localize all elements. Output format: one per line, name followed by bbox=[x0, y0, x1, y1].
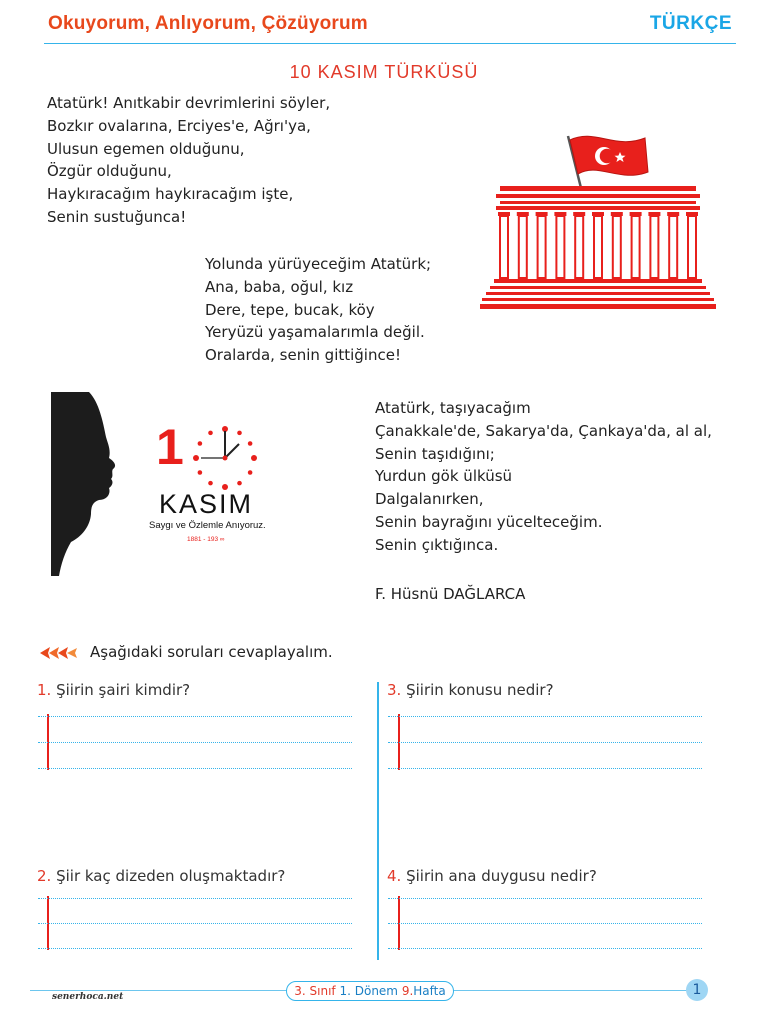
roof-top bbox=[500, 186, 696, 191]
answer-line[interactable] bbox=[388, 768, 702, 769]
roof-band bbox=[496, 206, 700, 210]
answer-line[interactable] bbox=[38, 742, 352, 743]
answer-line[interactable] bbox=[388, 716, 702, 717]
answer-line[interactable] bbox=[388, 948, 702, 949]
answer-line[interactable] bbox=[38, 948, 352, 949]
question-text: Şiirin ana duygusu nedir? bbox=[406, 867, 597, 885]
base-band bbox=[480, 304, 716, 309]
question-2 bbox=[37, 867, 285, 885]
column-divider bbox=[377, 682, 379, 960]
flag-crescent-inner bbox=[600, 149, 615, 164]
poem-line: Yolunda yürüyeceğim Atatürk; bbox=[205, 255, 432, 273]
answer-line[interactable] bbox=[38, 898, 352, 899]
poem-line: Senin taşıdığını; bbox=[375, 444, 495, 463]
poem-line: Bozkır ovalarına, Erciyes'e, Ağrı'ya, bbox=[47, 116, 311, 135]
question-number: 2. bbox=[37, 867, 52, 885]
stanza-1 bbox=[47, 92, 330, 229]
poem-line: Atatürk! Anıtkabir devrimlerini söyler, bbox=[47, 94, 331, 112]
clock-dot bbox=[193, 455, 199, 461]
question-1 bbox=[37, 681, 190, 699]
question-text: Şiir kaç dizeden oluşmaktadır? bbox=[56, 867, 286, 885]
stanza-2 bbox=[205, 253, 431, 367]
column bbox=[538, 216, 546, 278]
header-divider bbox=[44, 43, 736, 44]
footer-hafta: Hafta bbox=[413, 984, 446, 998]
poem-line: Ana, baba, oğul, kız bbox=[205, 277, 354, 296]
poem-title: 10 KASIM TÜRKÜSÜ bbox=[289, 62, 479, 82]
base-band bbox=[490, 286, 706, 289]
clock-icon bbox=[191, 424, 259, 492]
poem-line: Senin çıktığınca. bbox=[375, 535, 499, 554]
poem-author: F. Hüsnü DAĞLARCA bbox=[375, 585, 526, 603]
roof-band bbox=[500, 201, 696, 204]
column bbox=[613, 216, 621, 278]
answer-line[interactable] bbox=[388, 742, 702, 743]
poster-numeral-one: 1 bbox=[156, 419, 184, 475]
column bbox=[500, 216, 508, 278]
subject-label: TÜRKÇE bbox=[649, 13, 732, 34]
clock-dot bbox=[198, 470, 203, 475]
poem-line: Yurdun gök ülküsü bbox=[375, 467, 513, 486]
question-4 bbox=[387, 867, 597, 885]
column bbox=[556, 216, 564, 278]
poem-line: Senin bayrağını yücelteceğim. bbox=[375, 512, 603, 531]
column bbox=[632, 216, 640, 278]
column bbox=[594, 216, 602, 278]
base-band bbox=[482, 298, 714, 301]
question-number: 1. bbox=[37, 681, 52, 699]
site-name: senerhoca.net bbox=[52, 992, 124, 1002]
poem-line: Özgür olduğunu, bbox=[47, 162, 172, 181]
column bbox=[650, 216, 658, 278]
column bbox=[575, 216, 583, 278]
clock-dot bbox=[208, 431, 213, 436]
question-number: 3. bbox=[387, 681, 402, 699]
poem-line: Senin sustuğunca! bbox=[47, 207, 187, 226]
poster-kasim: KASIM bbox=[159, 489, 254, 519]
clock-dot bbox=[237, 431, 242, 436]
question-text: Şiirin konusu nedir? bbox=[406, 681, 554, 699]
question-number: 4. bbox=[387, 867, 402, 885]
roof-band bbox=[496, 194, 700, 198]
base-band bbox=[494, 279, 702, 283]
clock-dot bbox=[237, 481, 242, 486]
columns bbox=[498, 212, 698, 278]
poem-line: Haykıracağım haykıracağım işte, bbox=[47, 185, 294, 204]
poem-line: Oralarda, senin gittiğince! bbox=[205, 346, 401, 365]
answer-line[interactable] bbox=[388, 923, 702, 924]
footer-hafta-num: 9. bbox=[401, 984, 414, 998]
poem-line: Çanakkale'de, Sakarya'da, Çankaya'da, al al, bbox=[375, 421, 712, 440]
footer-sinif: 3. Sınıf bbox=[294, 984, 336, 998]
poem-line: Yeryüzü yaşamalarımla değil. bbox=[205, 323, 425, 342]
fire-arrow-icon bbox=[40, 645, 80, 661]
question-3 bbox=[387, 681, 554, 699]
clock-dot bbox=[251, 455, 257, 461]
answer-line[interactable] bbox=[38, 768, 352, 769]
poster-years: 1881 - 193 ∞ bbox=[187, 536, 225, 543]
ten-kasim-poster bbox=[51, 392, 287, 576]
page-number: 1 bbox=[686, 979, 708, 1001]
column bbox=[669, 216, 677, 278]
footer-donem: 1. Dönem bbox=[339, 984, 398, 998]
poster-slogan: Saygı ve Özlemle Anıyoruz. bbox=[149, 520, 266, 531]
column bbox=[519, 216, 527, 278]
question-text: Şiirin şairi kimdir? bbox=[56, 681, 191, 699]
stanza-3 bbox=[375, 397, 712, 557]
answer-line[interactable] bbox=[38, 923, 352, 924]
poem-line: Ulusun egemen olduğunu, bbox=[47, 139, 245, 158]
answer-line[interactable] bbox=[38, 716, 352, 717]
clock-dot bbox=[248, 441, 253, 446]
clock-dot bbox=[208, 481, 213, 486]
poem-line: Dere, tepe, bucak, köy bbox=[205, 300, 375, 319]
column bbox=[688, 216, 696, 278]
clock-dot bbox=[248, 470, 253, 475]
poem-line: Dalgalanırken, bbox=[375, 490, 484, 509]
base-band bbox=[486, 292, 710, 295]
anitkabir-illustration bbox=[480, 128, 720, 316]
answer-line[interactable] bbox=[388, 898, 702, 899]
clock-dot bbox=[198, 441, 203, 446]
poem-line: Atatürk, taşıyacağım bbox=[375, 399, 531, 417]
instruction-text: Aşağıdaki soruları cevaplayalım. bbox=[90, 643, 333, 661]
header-title: Okuyorum, Anlıyorum, Çözüyorum bbox=[48, 13, 368, 34]
footer-week-label bbox=[286, 981, 454, 1001]
